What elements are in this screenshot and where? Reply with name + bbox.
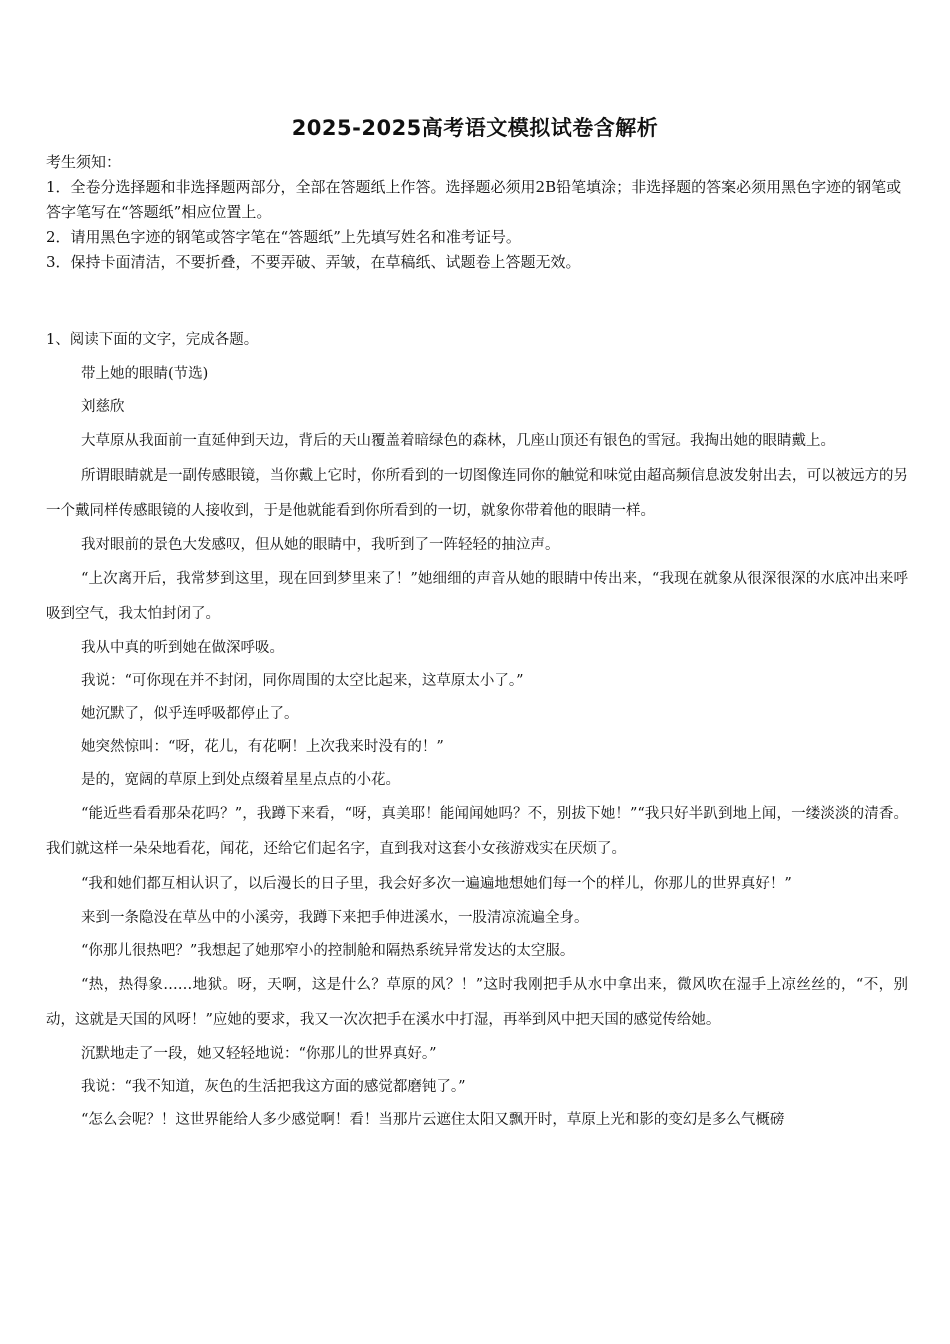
story-title: 带上她的眼睛(节选) (81, 366, 209, 382)
question-reading (46, 323, 908, 1137)
story-author: 刘慈欣 (81, 399, 125, 415)
story-paragraph: 是的，宽阔的草原上到处点缀着星星点点的小花。 (81, 772, 400, 788)
notice-item: 2．请用黑色字迹的钢笔或答字笔在“答题纸”上先填写姓名和准考证号。 (46, 228, 521, 246)
story-paragraph: 大草原从我面前一直延伸到天边，背后的天山覆盖着暗绿色的森林，几座山顶还有银色的雪冠。我掏出她的眼睛戴上。 (81, 433, 835, 449)
story-paragraph: 来到一条隐没在草丛中的小溪旁，我蹲下来把手伸进溪水，一股清凉流遍全身。 (81, 910, 589, 926)
notice-item: 3．保持卡面清洁，不要折叠，不要弄破、弄皱，在草稿纸、试题卷上答题无效。 (46, 253, 581, 271)
story-paragraph: 所谓眼睛就是一副传感眼镜，当你戴上它时，你所看到的一切图像连同你的触觉和味觉由超高频信息波发射出去，可以被远方的另一个戴同样传感眼镜的人接收到，于是他就能看到你所看到的一切，就象你带着他的眼睛一样。 (46, 468, 908, 519)
story-paragraph: “你那儿很热吧？”我想起了她那窄小的控制舱和隔热系统异常发达的太空服。 (81, 943, 575, 959)
story-paragraph: “上次离开后，我常梦到这里，现在回到梦里来了！”她细细的声音从她的眼睛中传出来，“我现在就象从很深很深的水底冲出来呼吸到空气，我太怕封闭了。 (46, 571, 908, 622)
story-paragraph: 我从中真的听到她在做深呼吸。 (81, 640, 284, 656)
story-paragraph: 我对眼前的景色大发感叹，但从她的眼睛中，我听到了一阵轻轻的抽泣声。 (81, 537, 560, 553)
notice-item: 1．全卷分选择题和非选择题两部分，全部在答题纸上作答。选择题必须用2B铅笔填涂；非选择题的答案必须用黑色字迹的钢笔或答字笔写在“答题纸”相应位置上。 (46, 178, 902, 221)
exam-notice (46, 150, 906, 275)
notice-heading: 考生须知： (46, 153, 122, 171)
page-title: 2025-2025高考语文模拟试卷含解析 (291, 116, 659, 140)
story-paragraph: 沉默地走了一段，她又轻轻地说：“你那儿的世界真好。” (81, 1046, 437, 1062)
story-paragraph: 我说：“可你现在并不封闭，同你周围的太空比起来，这草原太小了。” (81, 673, 524, 689)
story-paragraph: 她突然惊叫：“呀，花儿，有花啊！上次我来时没有的！” (81, 739, 444, 755)
story-paragraph: “能近些看看那朵花吗？”，我蹲下来看，“呀，真美耶！能闻闻她吗？不，别拔下她！”“我只好半趴到地上闻，一缕淡淡的清香。我们就这样一朵朵地看花，闻花，还给它们起名字，直到我对这套小女孩游戏实在厌烦了。 (46, 806, 908, 857)
question-stem: 1、阅读下面的文字，完成各题。 (46, 332, 259, 348)
story-paragraph: 她沉默了，似乎连呼吸都停止了。 (81, 706, 299, 722)
story-paragraph: “怎么会呢？！这世界能给人多少感觉啊！看！当那片云遮住太阳又飘开时，草原上光和影的变幻是多么气概磅 (81, 1112, 785, 1128)
story-paragraph: 我说：“我不知道，灰色的生活把我这方面的感觉都磨钝了。” (81, 1079, 466, 1095)
story-paragraph: “我和她们都互相认识了，以后漫长的日子里，我会好多次一遍遍地想她们每一个的样儿，你那儿的世界真好！” (81, 876, 792, 892)
story-paragraph: “热，热得象……地狱。呀，天啊，这是什么？草原的风？！”这时我刚把手从水中拿出来，微风吹在湿手上凉丝丝的，“不，别动，这就是天国的风呀！”应她的要求，我又一次次把手在溪水中打湿，再举到风中把天国的感觉传给她。 (46, 977, 908, 1028)
